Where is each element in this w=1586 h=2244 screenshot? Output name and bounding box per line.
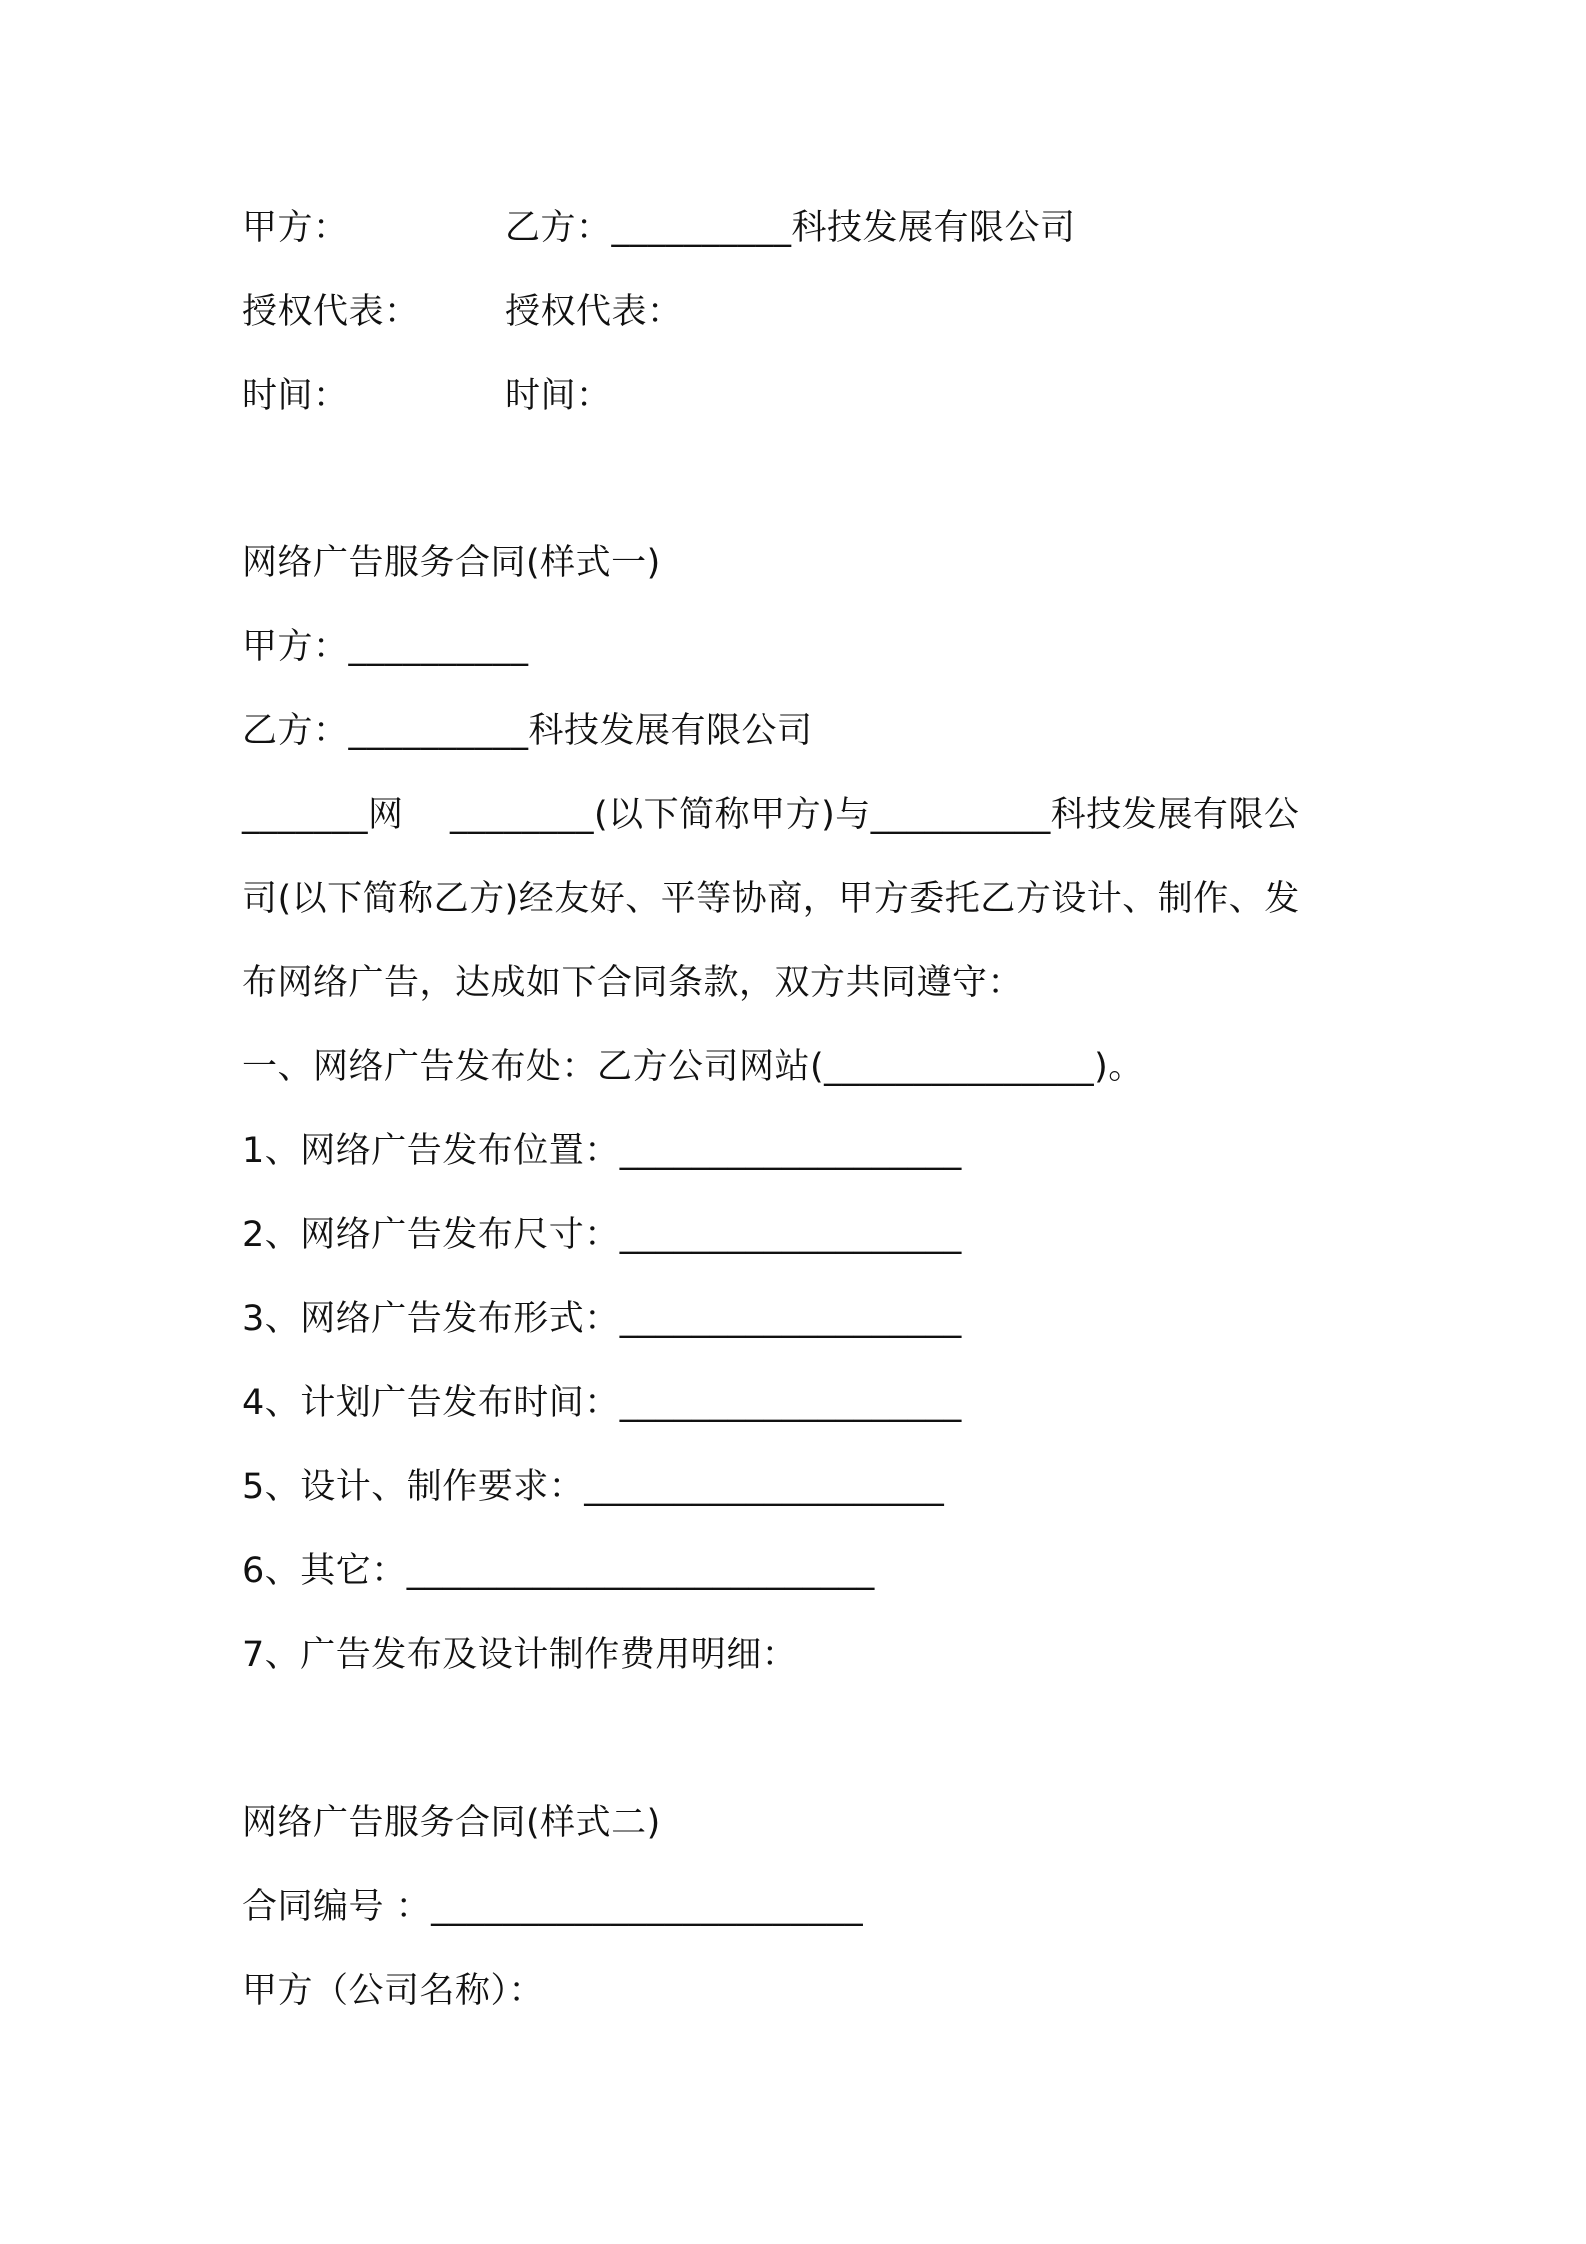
contract-one-intro-line-3: 布网络广告，达成如下合同条款，双方共同遵守： [242, 963, 1024, 1003]
contract-one-section-1: 一、网络广告发布处：乙方公司网站(_______________)。 [242, 1047, 1144, 1087]
party-a-time-label: 时间： [242, 376, 349, 416]
contract-one-item-3: 3、网络广告发布形式：___________________ [242, 1299, 962, 1339]
contract-one-item-6: 6、其它：__________________________ [242, 1551, 875, 1591]
party-b-signature-label: 乙方：__________科技发展有限公司 [505, 208, 1076, 248]
contract-one-party-b: 乙方：__________科技发展有限公司 [242, 711, 813, 751]
contract-one-item-2: 2、网络广告发布尺寸：___________________ [242, 1215, 962, 1255]
party-a-representative-label: 授权代表： [242, 292, 420, 332]
contract-one-intro-line-2: 司(以下简称乙方)经友好、平等协商，甲方委托乙方设计、制作、发 [242, 879, 1300, 919]
party-b-representative-label: 授权代表： [505, 292, 683, 332]
party-b-time-label: 时间： [505, 376, 612, 416]
contract-one-party-a: 甲方：__________ [242, 627, 529, 667]
contract-one-item-4: 4、计划广告发布时间：___________________ [242, 1383, 962, 1423]
contract-one-item-5: 5、设计、制作要求：____________________ [242, 1467, 945, 1507]
contract-one-intro-line-1: _______网 ________(以下简称甲方)与__________科技发展有限公 [242, 795, 1300, 835]
contract-one-title: 网络广告服务合同(样式一) [242, 543, 661, 583]
party-a-signature-label: 甲方： [242, 208, 349, 248]
contract-two-title: 网络广告服务合同(样式二) [242, 1803, 661, 1843]
contract-two-number-label: 合同编号 ：________________________ [242, 1887, 864, 1927]
contract-one-item-7: 7、广告发布及设计制作费用明细： [242, 1635, 798, 1675]
contract-two-party-a-company-label: 甲方（公司名称）： [242, 1971, 545, 2011]
contract-one-item-1: 1、网络广告发布位置：___________________ [242, 1131, 962, 1171]
